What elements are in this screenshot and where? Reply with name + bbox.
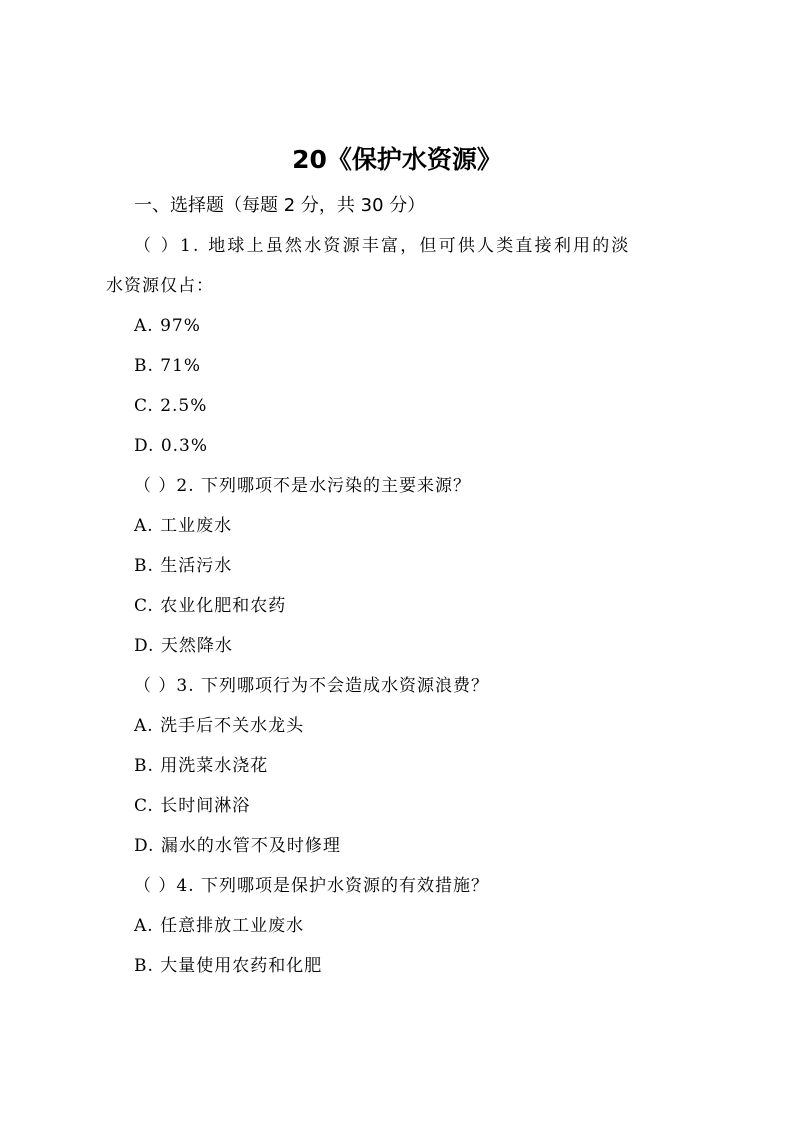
section-heading: 一、选择题（每题 2 分，共 30 分） <box>134 195 426 216</box>
question-3-option-d: D. 漏水的水管不及时修理 <box>134 836 341 856</box>
question-1-stem: （ ）1. 地球上虽然水资源丰富，但可供人类直接利用的淡 <box>134 236 631 256</box>
question-2-stem: （ ）2. 下列哪项不是水污染的主要来源？ <box>134 476 472 496</box>
question-1-stem-continued: 水资源仅占： <box>106 276 214 296</box>
question-3-option-a: A. 洗手后不关水龙头 <box>134 716 305 736</box>
question-1-option-c: C. 2.5% <box>134 396 208 416</box>
question-2-option-b: B. 生活污水 <box>134 556 233 576</box>
question-2-option-d: D. 天然降水 <box>134 636 233 656</box>
question-3-stem: （ ）3. 下列哪项行为不会造成水资源浪费？ <box>134 676 490 696</box>
question-4-option-a: A. 任意排放工业废水 <box>134 916 305 936</box>
question-2-option-c: C. 农业化肥和农药 <box>134 596 287 616</box>
question-1-option-a: A. 97% <box>134 316 201 336</box>
question-4-option-b: B. 大量使用农药和化肥 <box>134 956 323 976</box>
question-1-option-b: B. 71% <box>134 356 202 376</box>
question-2-option-a: A. 工业废水 <box>134 516 233 536</box>
question-3-option-b: B. 用洗菜水浇花 <box>134 756 269 776</box>
question-1-option-d: D. 0.3% <box>134 436 209 456</box>
page-title: 20《保护水资源》 <box>292 145 502 174</box>
question-4-stem: （ ）4. 下列哪项是保护水资源的有效措施？ <box>134 876 490 896</box>
question-3-option-c: C. 长时间淋浴 <box>134 796 251 816</box>
